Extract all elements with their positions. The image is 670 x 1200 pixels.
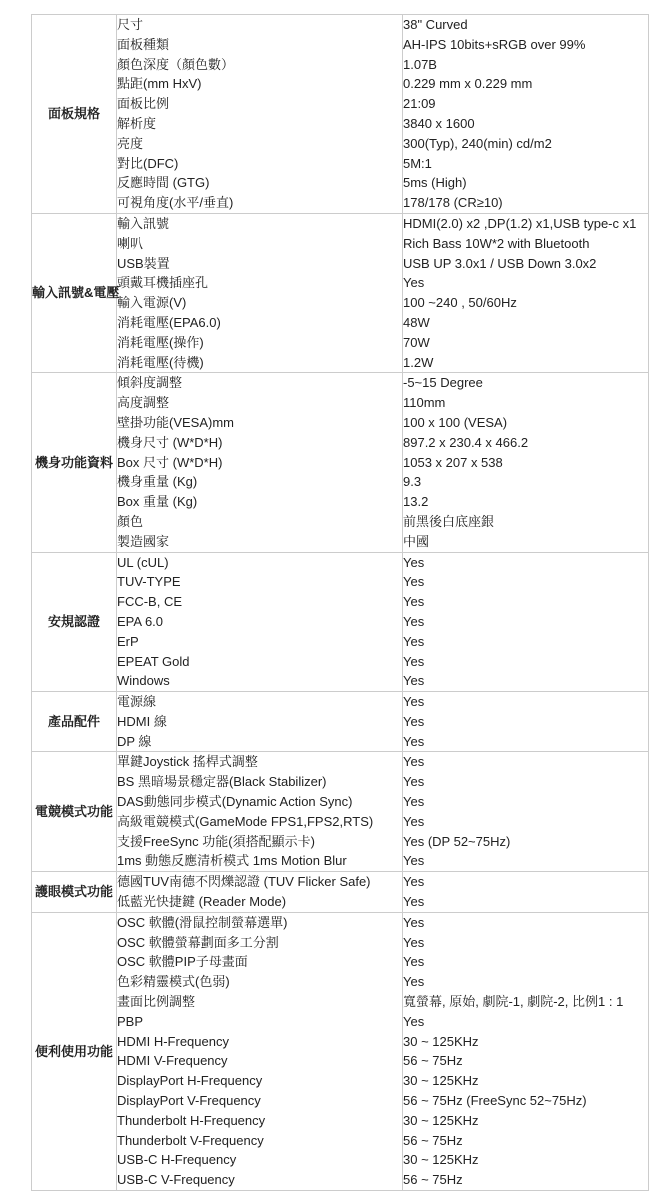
spec-row: [32, 652, 649, 672]
spec-value: 30 ~ 125KHz: [403, 1071, 649, 1091]
spec-value: Rich Bass 10W*2 with Bluetooth: [403, 234, 649, 254]
spec-label: OSC 軟體螢幕劃面多工分割: [117, 933, 403, 953]
spec-label: 顏色: [117, 512, 403, 532]
spec-value: 5M:1: [403, 154, 649, 174]
spec-value: Yes: [403, 572, 649, 592]
spec-value: Yes: [403, 872, 649, 892]
spec-label: EPEAT Gold: [117, 652, 403, 672]
spec-row: [32, 872, 649, 892]
spec-value: Yes: [403, 273, 649, 293]
spec-value: -5~15 Degree: [403, 373, 649, 393]
spec-row: [32, 373, 649, 393]
spec-label: 電源線: [117, 692, 403, 712]
spec-row: [32, 254, 649, 274]
spec-label: 機身尺寸 (W*D*H): [117, 433, 403, 453]
spec-row: [32, 213, 649, 233]
spec-value: Yes: [403, 972, 649, 992]
spec-value: 70W: [403, 333, 649, 353]
spec-value: 56 ~ 75Hz (FreeSync 52~75Hz): [403, 1091, 649, 1111]
spec-value: HDMI(2.0) x2 ,DP(1.2) x1,USB type-c x1: [403, 213, 649, 233]
spec-value: 100 ~240 , 50/60Hz: [403, 293, 649, 313]
spec-label: 反應時間 (GTG): [117, 173, 403, 193]
spec-value: Yes: [403, 812, 649, 832]
spec-label: OSC 軟體PIP子母畫面: [117, 952, 403, 972]
spec-label: 顏色深度（顏色數）: [117, 55, 403, 75]
spec-label: 解析度: [117, 114, 403, 134]
spec-value: Yes: [403, 632, 649, 652]
spec-label: Box 尺寸 (W*D*H): [117, 453, 403, 473]
spec-row: [32, 1150, 649, 1170]
spec-value: 13.2: [403, 492, 649, 512]
spec-label: UL (cUL): [117, 552, 403, 572]
spec-value: 3840 x 1600: [403, 114, 649, 134]
spec-label: 色彩精靈模式(色弱): [117, 972, 403, 992]
spec-row: [32, 712, 649, 732]
spec-value: Yes: [403, 912, 649, 932]
spec-row: [32, 812, 649, 832]
spec-row: [32, 671, 649, 691]
spec-row: [32, 74, 649, 94]
spec-label: 面板比例: [117, 94, 403, 114]
spec-value: 110mm: [403, 393, 649, 413]
spec-label: 德國TUV南德不閃爍認證 (TUV Flicker Safe): [117, 872, 403, 892]
spec-row: [32, 413, 649, 433]
spec-label: PBP: [117, 1012, 403, 1032]
spec-label: 輸入訊號: [117, 213, 403, 233]
spec-label: OSC 軟體(滑鼠控制螢幕選單): [117, 912, 403, 932]
spec-label: DisplayPort H-Frequency: [117, 1071, 403, 1091]
category-cell: 機身功能資料: [32, 373, 117, 552]
spec-label: HDMI H-Frequency: [117, 1032, 403, 1052]
spec-value: Yes: [403, 712, 649, 732]
spec-label: 尺寸: [117, 15, 403, 35]
spec-value: Yes: [403, 752, 649, 772]
spec-value: Yes: [403, 692, 649, 712]
spec-label: DAS動態同步模式(Dynamic Action Sync): [117, 792, 403, 812]
spec-label: 面板種類: [117, 35, 403, 55]
spec-row: [32, 992, 649, 1012]
spec-label: 機身重量 (Kg): [117, 472, 403, 492]
spec-label: HDMI V-Frequency: [117, 1051, 403, 1071]
spec-value: 1.2W: [403, 353, 649, 373]
spec-value: 1.07B: [403, 55, 649, 75]
spec-label: Windows: [117, 671, 403, 691]
spec-label: USB-C V-Frequency: [117, 1170, 403, 1190]
spec-row: [32, 532, 649, 552]
spec-label: USB裝置: [117, 254, 403, 274]
spec-label: Thunderbolt V-Frequency: [117, 1131, 403, 1151]
spec-row: [32, 512, 649, 532]
spec-table-body: [32, 15, 649, 1191]
spec-value: 38" Curved: [403, 15, 649, 35]
spec-value: Yes: [403, 592, 649, 612]
spec-value: Yes (DP 52~75Hz): [403, 832, 649, 852]
spec-label: 消耗電壓(EPA6.0): [117, 313, 403, 333]
spec-label: 高級電競模式(GameMode FPS1,FPS2,RTS): [117, 812, 403, 832]
spec-value: 中國: [403, 532, 649, 552]
spec-value: Yes: [403, 552, 649, 572]
spec-label: ErP: [117, 632, 403, 652]
category-cell: 護眼模式功能: [32, 872, 117, 913]
spec-value: 5ms (High): [403, 173, 649, 193]
spec-value: Yes: [403, 1012, 649, 1032]
spec-row: [32, 293, 649, 313]
spec-row: [32, 832, 649, 852]
spec-value: Yes: [403, 952, 649, 972]
spec-value: 56 ~ 75Hz: [403, 1170, 649, 1190]
spec-label: 頭戴耳機插座孔: [117, 273, 403, 293]
spec-row: [32, 1131, 649, 1151]
spec-row: [32, 851, 649, 871]
spec-label: FCC-B, CE: [117, 592, 403, 612]
spec-row: [32, 433, 649, 453]
spec-row: [32, 1032, 649, 1052]
spec-label: DP 線: [117, 732, 403, 752]
spec-row: [32, 552, 649, 572]
spec-row: [32, 333, 649, 353]
spec-label: 壁掛功能(VESA)mm: [117, 413, 403, 433]
spec-row: [32, 972, 649, 992]
spec-label: BS 黑暗場景穩定器(Black Stabilizer): [117, 772, 403, 792]
spec-row: [32, 35, 649, 55]
spec-value: 30 ~ 125KHz: [403, 1111, 649, 1131]
spec-value: 48W: [403, 313, 649, 333]
spec-label: 高度調整: [117, 393, 403, 413]
spec-value: 178/178 (CR≥10): [403, 193, 649, 213]
spec-label: 亮度: [117, 134, 403, 154]
category-cell: 安規認證: [32, 552, 117, 692]
spec-label: DisplayPort V-Frequency: [117, 1091, 403, 1111]
spec-row: [32, 273, 649, 293]
category-cell: 輸入訊號&電壓: [32, 213, 117, 372]
spec-value: USB UP 3.0x1 / USB Down 3.0x2: [403, 254, 649, 274]
spec-value: AH-IPS 10bits+sRGB over 99%: [403, 35, 649, 55]
spec-row: [32, 692, 649, 712]
spec-value: 0.229 mm x 0.229 mm: [403, 74, 649, 94]
spec-value: 300(Typ), 240(min) cd/m2: [403, 134, 649, 154]
spec-value: Yes: [403, 671, 649, 691]
spec-row: [32, 313, 649, 333]
spec-row: [32, 15, 649, 35]
spec-row: [32, 772, 649, 792]
spec-label: EPA 6.0: [117, 612, 403, 632]
category-cell: 產品配件: [32, 692, 117, 752]
spec-value: 前黑後白底座銀: [403, 512, 649, 532]
spec-value: Yes: [403, 851, 649, 871]
spec-row: [32, 572, 649, 592]
spec-row: [32, 912, 649, 932]
spec-label: 點距(mm HxV): [117, 74, 403, 94]
spec-label: 製造國家: [117, 532, 403, 552]
spec-row: [32, 94, 649, 114]
spec-value: Yes: [403, 732, 649, 752]
spec-row: [32, 154, 649, 174]
spec-row: [32, 952, 649, 972]
spec-value: 30 ~ 125KHz: [403, 1150, 649, 1170]
spec-value: Yes: [403, 892, 649, 912]
spec-row: [32, 1111, 649, 1131]
spec-value: Yes: [403, 612, 649, 632]
spec-label: 低藍光快捷鍵 (Reader Mode): [117, 892, 403, 912]
spec-row: [32, 1012, 649, 1032]
spec-value: 56 ~ 75Hz: [403, 1131, 649, 1151]
spec-label: 支援FreeSync 功能(須搭配顯示卡): [117, 832, 403, 852]
spec-row: [32, 1051, 649, 1071]
spec-row: [32, 114, 649, 134]
spec-row: [32, 1170, 649, 1190]
spec-row: [32, 353, 649, 373]
spec-value: 寬螢幕, 原始, 劇院-1, 劇院-2, 比例1 : 1: [403, 992, 649, 1012]
spec-value: 1053 x 207 x 538: [403, 453, 649, 473]
spec-value: Yes: [403, 652, 649, 672]
spec-row: [32, 134, 649, 154]
spec-label: 消耗電壓(待機): [117, 353, 403, 373]
spec-label: 畫面比例調整: [117, 992, 403, 1012]
spec-label: HDMI 線: [117, 712, 403, 732]
spec-row: [32, 234, 649, 254]
spec-value: Yes: [403, 792, 649, 812]
spec-row: [32, 933, 649, 953]
spec-label: 可視角度(水平/垂直): [117, 193, 403, 213]
spec-value: 21:09: [403, 94, 649, 114]
spec-label: Thunderbolt H-Frequency: [117, 1111, 403, 1131]
spec-row: [32, 193, 649, 213]
spec-label: 消耗電壓(操作): [117, 333, 403, 353]
spec-label: 輸入電源(V): [117, 293, 403, 313]
spec-row: [32, 55, 649, 75]
category-cell: 便利使用功能: [32, 912, 117, 1190]
spec-row: [32, 792, 649, 812]
category-cell: 電競模式功能: [32, 752, 117, 872]
spec-row: [32, 1091, 649, 1111]
spec-value: 100 x 100 (VESA): [403, 413, 649, 433]
spec-row: [32, 472, 649, 492]
spec-value: 897.2 x 230.4 x 466.2: [403, 433, 649, 453]
spec-row: [32, 892, 649, 912]
spec-row: [32, 732, 649, 752]
spec-row: [32, 592, 649, 612]
spec-row: [32, 752, 649, 772]
spec-label: 喇叭: [117, 234, 403, 254]
spec-row: [32, 632, 649, 652]
spec-label: Box 重量 (Kg): [117, 492, 403, 512]
spec-label: 單鍵Joystick 搖桿式調整: [117, 752, 403, 772]
spec-label: USB-C H-Frequency: [117, 1150, 403, 1170]
spec-value: 9.3: [403, 472, 649, 492]
spec-label: 1ms 動態反應清析模式 1ms Motion Blur: [117, 851, 403, 871]
spec-value: 30 ~ 125KHz: [403, 1032, 649, 1052]
spec-value: 56 ~ 75Hz: [403, 1051, 649, 1071]
spec-label: 對比(DFC): [117, 154, 403, 174]
spec-value: Yes: [403, 772, 649, 792]
spec-table: [31, 14, 649, 1191]
spec-row: [32, 1071, 649, 1091]
spec-row: [32, 492, 649, 512]
category-cell: 面板規格: [32, 15, 117, 214]
spec-label: TUV-TYPE: [117, 572, 403, 592]
spec-value: Yes: [403, 933, 649, 953]
spec-row: [32, 173, 649, 193]
spec-label: 傾斜度調整: [117, 373, 403, 393]
spec-row: [32, 453, 649, 473]
spec-row: [32, 393, 649, 413]
spec-row: [32, 612, 649, 632]
